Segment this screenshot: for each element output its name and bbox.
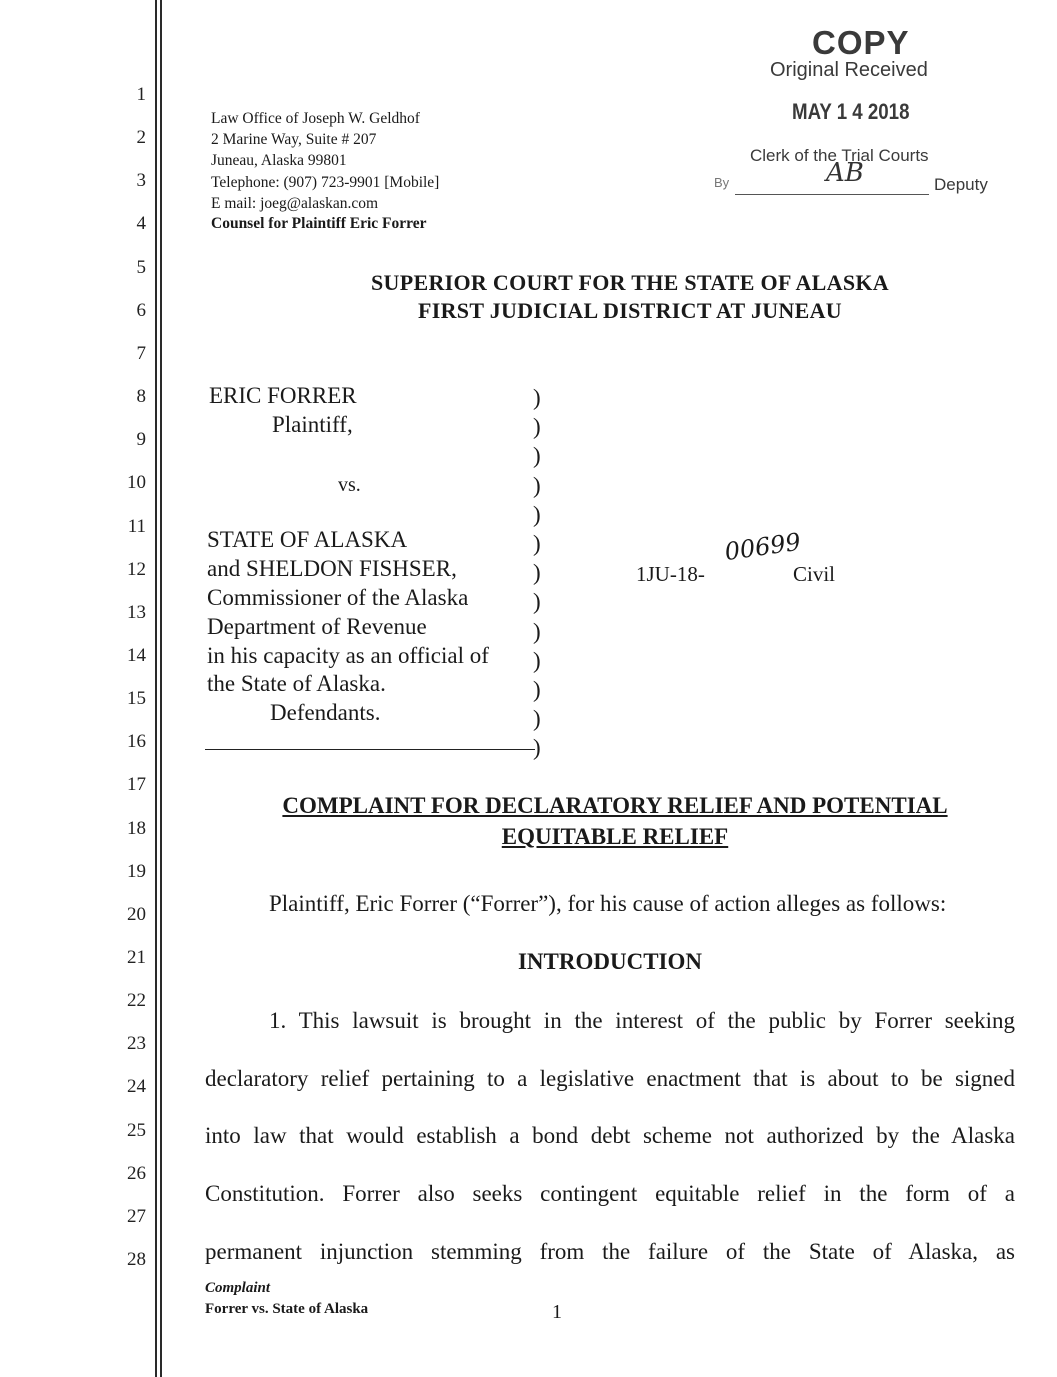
- line-number: 27: [127, 1205, 146, 1227]
- section-heading: INTRODUCTION: [517, 949, 703, 974]
- caption-paren: ): [533, 618, 541, 644]
- case-number-handwritten: 00699: [722, 527, 803, 567]
- stamp-signature-line: [735, 194, 929, 195]
- line-number: 1: [136, 84, 146, 105]
- caption-paren: ): [533, 531, 541, 556]
- caption-paren: ): [533, 677, 541, 702]
- caption-underline: [205, 749, 535, 750]
- paragraph-1-line5: permanent injunction stemming from the failure of the State of Alaska, as: [205, 1239, 1015, 1264]
- caption-paren: ): [533, 706, 541, 732]
- complaint-title-line1: [240, 793, 990, 819]
- caption-paren: ): [533, 501, 541, 527]
- line-number: 28: [127, 1249, 146, 1271]
- stamp-initials-signature: AB: [826, 158, 864, 188]
- stamp-by: By: [714, 175, 730, 190]
- line-number: 18: [127, 817, 146, 839]
- caption-paren: ): [533, 589, 541, 615]
- line-number: 26: [127, 1162, 146, 1184]
- paragraph-1-line1: 1. This lawsuit is brought in the interest of the public by Forrer seeking: [269, 1008, 1015, 1033]
- defendant-line4: Department of Revenue: [207, 614, 427, 639]
- caption-paren: ): [533, 647, 541, 673]
- line-number: 17: [127, 774, 146, 796]
- line-number: 25: [127, 1119, 146, 1141]
- line-number: 21: [127, 947, 146, 968]
- stamp-date: MAY 1 4 2018: [792, 99, 910, 124]
- intro-sentence: Plaintiff, Eric Forrer (“Forrer”), for his cause of action alleges as follows:: [269, 891, 947, 916]
- firm-phone: Telephone: (907) 723-9901 [Mobile]: [211, 174, 440, 191]
- line-number: 16: [127, 731, 146, 753]
- firm-name: Law Office of Joseph W. Geldhof: [211, 110, 420, 127]
- line-number: 9: [136, 429, 146, 451]
- line-number: 2: [136, 127, 146, 149]
- caption-paren: ): [533, 385, 541, 410]
- line-number: 14: [127, 644, 146, 666]
- court-name-line2: FIRST JUDICIAL DISTRICT AT JUNEAU: [418, 298, 842, 323]
- complaint-title-line1-text: COMPLAINT FOR DECLARATORY RELIEF AND POTENTIAL: [282, 793, 948, 818]
- stamp-copy: COPY: [812, 24, 910, 61]
- counsel-line: Counsel for Plaintiff Eric Forrer: [211, 215, 427, 232]
- line-number: 12: [127, 558, 146, 580]
- defendant-line5: in his capacity as an official of: [207, 643, 489, 668]
- paragraph-1-line3: into law that would establish a bond debt scheme not authorized by the Alaska: [205, 1123, 1015, 1148]
- versus: vs.: [338, 474, 361, 496]
- line-number: 15: [127, 688, 146, 710]
- line-number: 24: [127, 1076, 146, 1098]
- paragraph-1-line4: Constitution. Forrer also seeks contingent equitable relief in the form of a: [205, 1181, 1015, 1206]
- margin-rule-left-inner: [160, 0, 162, 1377]
- complaint-title-line2: [240, 824, 990, 850]
- complaint-title-line2-text: EQUITABLE RELIEF: [501, 824, 729, 849]
- firm-address-line2: Juneau, Alaska 99801: [211, 152, 347, 169]
- line-number: 4: [136, 213, 146, 235]
- line-number: 19: [127, 860, 146, 882]
- page-number: 1: [552, 1301, 562, 1323]
- defendant-line2: and SHELDON FISHSER,: [207, 556, 457, 581]
- line-number: 20: [127, 903, 146, 925]
- line-number: 13: [127, 601, 146, 623]
- line-number: 11: [127, 515, 146, 537]
- stamp-received: Original Received: [770, 59, 928, 81]
- case-number-suffix: Civil: [793, 562, 836, 586]
- defendant-line6: the State of Alaska.: [207, 671, 386, 696]
- line-number: 10: [127, 472, 146, 494]
- line-number: 7: [136, 342, 146, 364]
- caption-paren: ): [533, 735, 541, 761]
- firm-email: E mail: joeg@alaskan.com: [211, 195, 379, 212]
- plaintiff-role: Plaintiff,: [272, 412, 353, 437]
- line-number: 8: [136, 386, 146, 408]
- line-number: 6: [136, 299, 146, 321]
- defendant-line3: Commissioner of the Alaska: [207, 585, 469, 610]
- caption-paren: ): [533, 443, 541, 469]
- stamp-clerk: Clerk of the Trial Courts: [750, 146, 929, 165]
- line-number: 3: [136, 170, 146, 192]
- caption-paren: ): [533, 414, 541, 440]
- caption-paren: ): [533, 472, 541, 498]
- stamp-deputy: Deputy: [934, 175, 988, 194]
- firm-address-line1: 2 Marine Way, Suite # 207: [211, 131, 377, 148]
- footer-case-short: Forrer vs. State of Alaska: [205, 1301, 369, 1317]
- footer-label: Complaint: [205, 1280, 271, 1296]
- court-name-line1: SUPERIOR COURT FOR THE STATE OF ALASKA: [371, 270, 889, 295]
- defendant-role: Defendants.: [270, 700, 381, 725]
- line-number: 22: [127, 990, 146, 1012]
- margin-rule-left-outer: [155, 0, 157, 1377]
- defendant-line1: STATE OF ALASKA: [207, 527, 408, 552]
- case-number-prefix: 1JU-18-: [636, 562, 705, 586]
- line-number: 23: [127, 1033, 146, 1055]
- plaintiff-name: ERIC FORRER: [209, 383, 357, 408]
- paragraph-1-line2: declaratory relief pertaining to a legislative enactment that is about to be signed: [205, 1066, 1015, 1091]
- line-number: 5: [136, 256, 146, 278]
- caption-paren: ): [533, 560, 541, 586]
